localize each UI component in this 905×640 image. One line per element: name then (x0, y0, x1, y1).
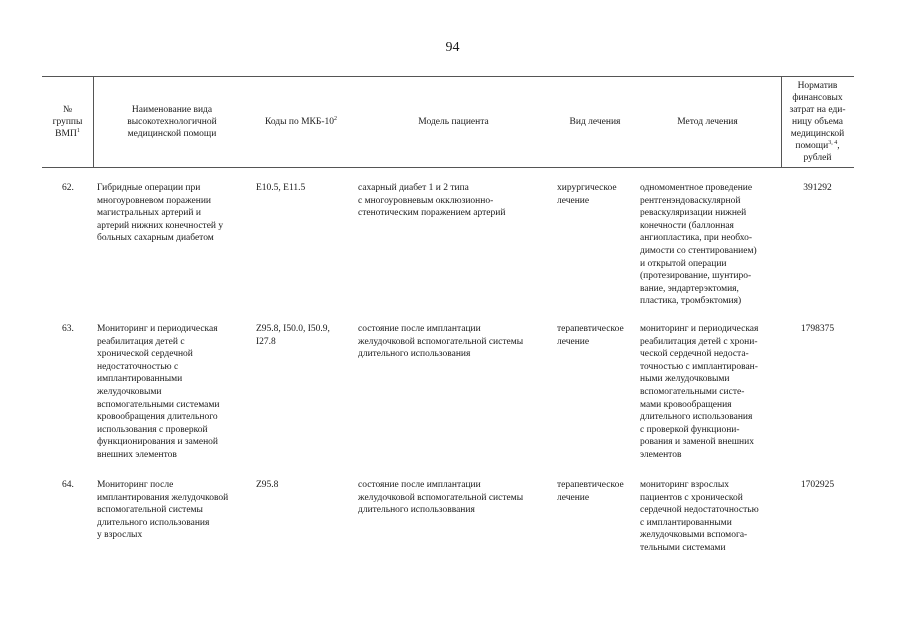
header-group-number: № группы ВМП$^1$ (52, 104, 83, 139)
header-treatment-method: Метод лечения (677, 116, 738, 127)
row-number: 62. (62, 183, 74, 193)
page-number: 94 (445, 40, 460, 55)
row-treatment-type: терапевтическое лечение (557, 324, 624, 347)
row-patient-model: сахарный диабет 1 и 2 типа с многоуровневым окклюзионно- стенотическим поражением артерий (358, 183, 506, 219)
header-treatment-type: Вид лечения (569, 116, 621, 127)
row-care-type-name: Гибридные операции при многоуровневом поражении магистральных артерий и артерий нижних конечностей у больных сахарным диабетом (97, 183, 224, 244)
row-treatment-method: одномоментное проведение рентгенэндоваскулярной реваскуляризации нижней конечности (баллонная ангиопластика, при необхо- димости со стентированием) и открытой операции (протезирование, шунтиро- вание, эндартерэктомия, пластика, тромбэктомия) (640, 183, 757, 307)
row-treatment-method: мониторинг и периодическая реабилитация детей с хрони- ческой сердечной недоста- точностью с имплантирован- ными желудочковыми вспомогательными систе- мами кровообращения длительного использования с проверкой функциони- рования и заменой внешних элементов (640, 324, 759, 460)
row-financial-norm: 391292 (803, 183, 832, 193)
row-treatment-type: хирургическое лечение (557, 183, 617, 206)
row-care-type-name: Мониторинг после имплантирования желудочковой вспомогательной системы длительного использования у взрослых (97, 480, 229, 541)
header-bottom-rule (42, 167, 854, 168)
row-treatment-method: мониторинг взрослых пациентов с хронической сердечной недостаточностью с имплантированными желудочковыми вспомога- тельными системами (640, 480, 759, 553)
row-financial-norm: 1798375 (800, 324, 835, 334)
row-patient-model: состояние после имплантации желудочковой вспомогательной системы длительного использоввания (358, 480, 524, 516)
row-financial-norm: 1702925 (800, 480, 835, 490)
header-patient-model: Модель пациента (418, 116, 489, 127)
row-icd-codes: Z95.8, I50.0, I50.9, I27.8 (256, 324, 330, 347)
header-care-type-name: Наименование вида высокотехнологичной медицинской помощи (127, 104, 217, 139)
row-icd-codes: E10.5, E11.5 (256, 183, 306, 193)
row-number: 63. (62, 324, 74, 334)
header-icd-codes: Коды по МКБ-$10^2$ (264, 115, 338, 127)
row-care-type-name: Мониторинг и периодическая реабилитация детей с хронической сердечной недостаточностью с имплантированными желудочковыми вспомогательными системами кровообращения длительного использования с проверкой функционирования и заменой внешних элементов (97, 324, 220, 460)
row-patient-model: состояние после имплантации желудочковой вспомогательной системы длительного использования (358, 324, 524, 360)
row-number: 64. (62, 480, 74, 490)
header-financial-norm: Норматив финансовых затрат на еди- ницу объема медицинской помощи$^{3, 4}$, рублей (789, 80, 846, 163)
row-icd-codes: Z95.8 (256, 480, 279, 490)
row-treatment-type: терапевтическое лечение (557, 480, 624, 503)
